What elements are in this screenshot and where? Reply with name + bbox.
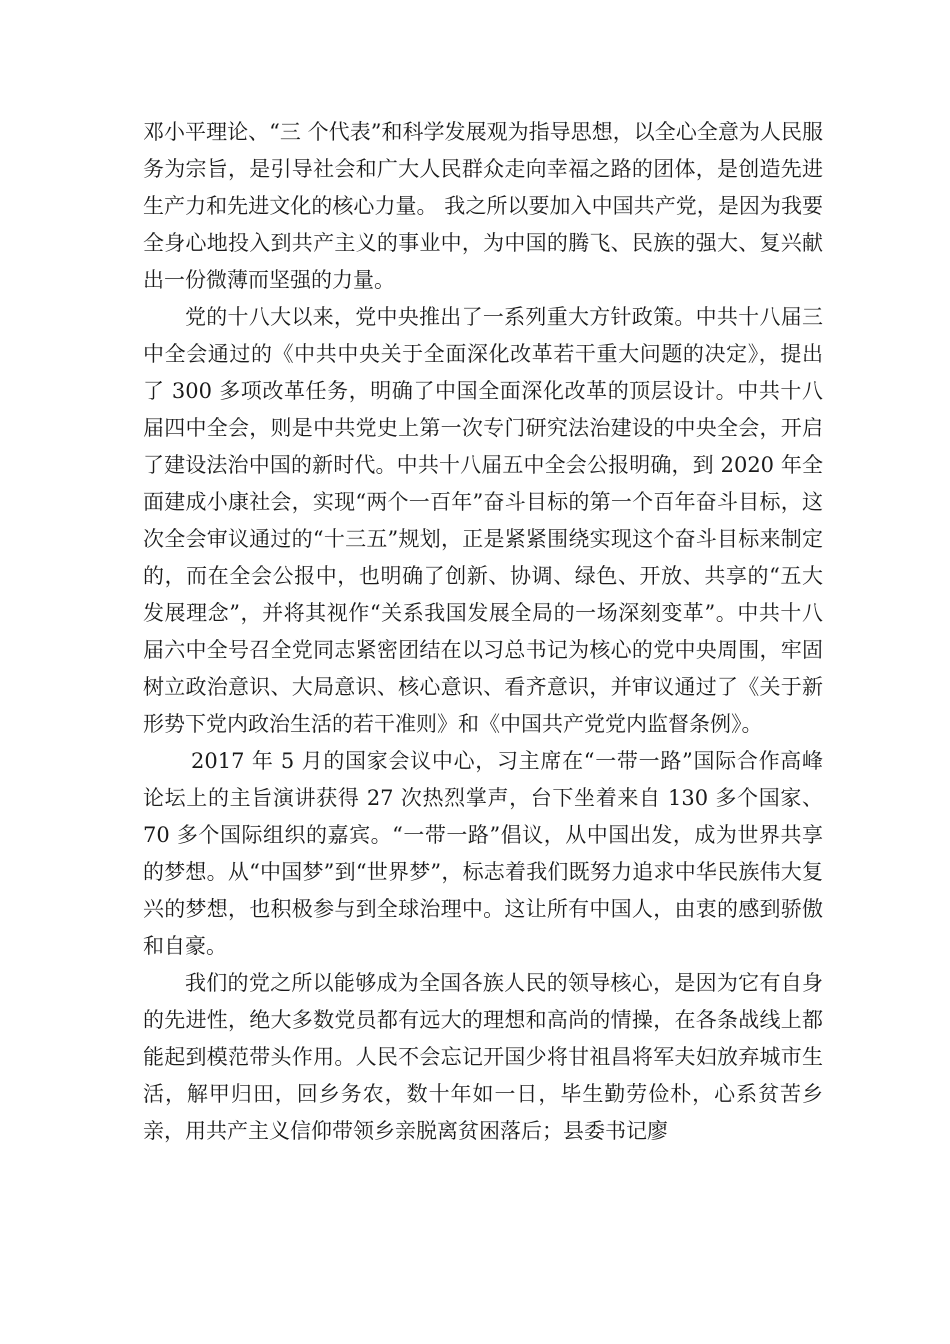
document-body <box>143 114 823 1150</box>
paragraph-4: 我们的党之所以能够成为全国各族人民的领导核心，是因为它有自身的先进性，绝大多数党员都有远大的理想和高尚的情操，在各条战线上都能起到模范带头作用。人民不会忘记开国少将甘祖昌将军夫妇放弃城市生活，解甲归田，回乡务农，数十年如一日，毕生勤劳俭朴，心系贫苦乡亲，用共产主义信仰带领乡亲脱离贫困落后；县委书记廖 <box>143 971 823 1143</box>
paragraph-1: 邓小平理论、“三 个代表”和科学发展观为指导思想，以全心全意为人民服务为宗旨，是引导社会和广大人民群众走向幸福之路的团体，是创造先进生产力和先进文化的核心力量。 我之所以要加入中国共产党，是因为我要全身心地投入到共产主义的事业中，为中国的腾飞、民族的强大、复兴献出一份微薄而坚强的力量。 <box>143 120 823 292</box>
paragraph-2: 党的十八大以来，党中央推出了一系列重大方针政策。中共十八届三中全会通过的《中共中央关于全面深化改革若干重大问题的决定》，提出了 300 多项改革任务，明确了中国全面深化改革的顶层设计。中共十八届四中全会，则是中共党史上第一次专门研究法治建设的中央全会，开启了建设法治中国的新时代。中共十八届五中全会公报明确，到 2020 年全面建成小康社会，实现“两个一百年”奋斗目标的第一个百年奋斗目标，这次全会审议通过的“十三五”规划，正是紧紧围绕实现这个奋斗目标来制定的，而在全会公报中，也明确了创新、协调、绿色、开放、共享的“五大发展理念”，并将其视作“关系我国发展全局的一场深刻变革”。中共十八届六中全号召全党同志紧密团结在以习总书记为核心的党中央周围，牢固树立政治意识、大局意识、核心意识、看齐意识，并审议通过了《关于新形势下党内政治生活的若干准则》和《中国共产党党内监督条例》。 <box>143 305 823 736</box>
paragraph-3: 2017 年 5 月的国家会议中心，习主席在“一带一路”国际合作高峰论坛上的主旨演讲获得 27 次热烈掌声，台下坐着来自 130 多个国家、70 多个国际组织的嘉宾。“一带一路”倡议，从中国出发，成为世界共享的梦想。从“中国梦”到“世界梦”，标志着我们既努力追求中华民族伟大复兴的梦想，也积极参与到全球治理中。这让所有中国人，由衷的感到骄傲和自豪。 <box>143 749 823 958</box>
